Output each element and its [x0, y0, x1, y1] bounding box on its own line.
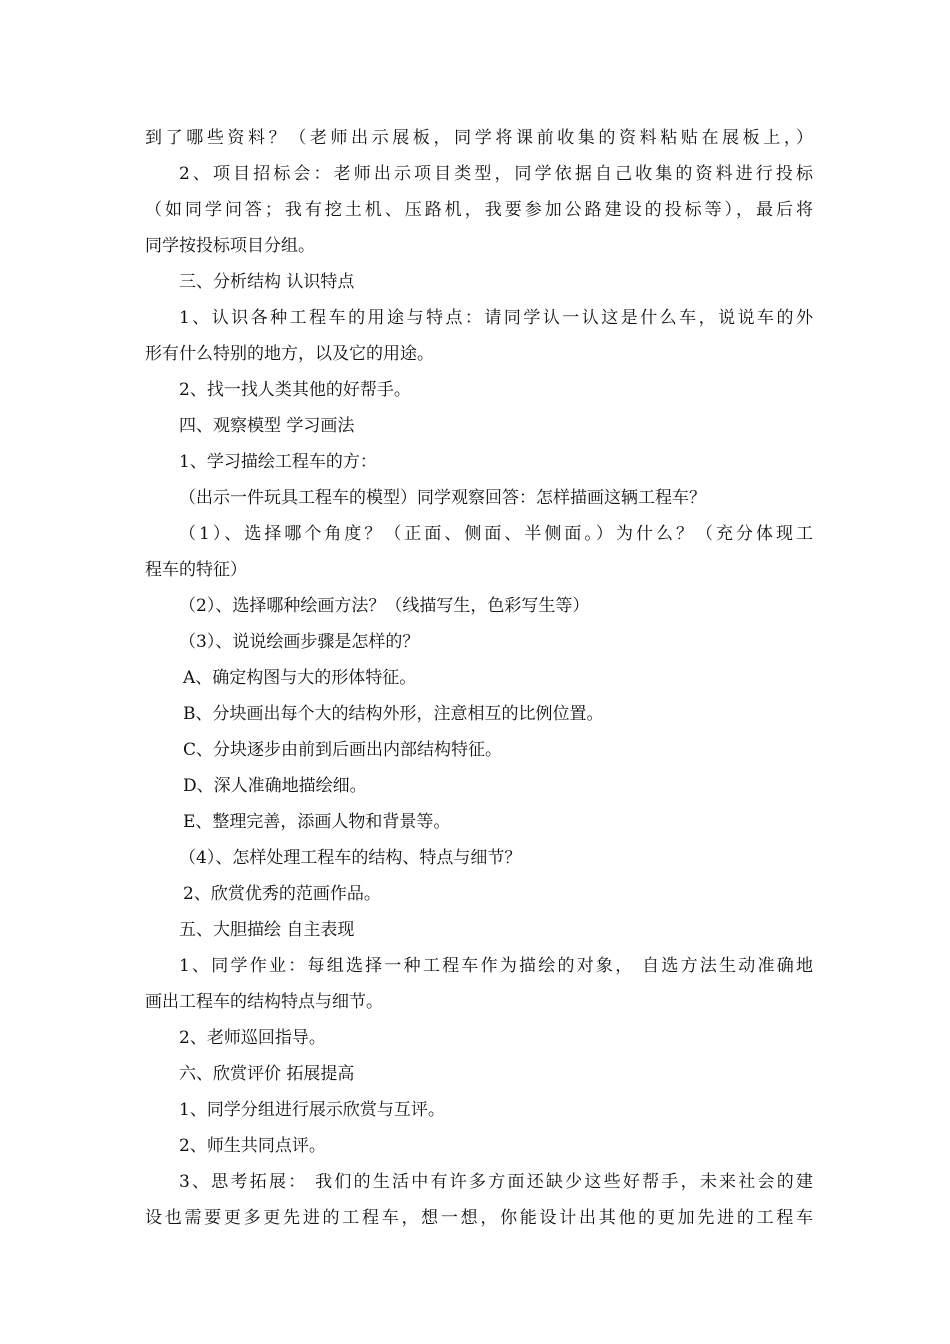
text-line: A、确定构图与大的形体特征。 — [183, 668, 417, 688]
text-line: （1）、选择哪个角度？（正面、侧面、半侧面。）为什么？（充分体现工 — [179, 524, 813, 544]
text-line: 2、找一找人类其他的好帮手。 — [179, 380, 411, 400]
text-line: C、分块逐步由前到后画出内部结构特征。 — [183, 740, 503, 760]
text-line: 1、学习描绘工程车的方： — [179, 452, 377, 472]
text-line: （4）、怎样处理工程车的结构、特点与细节？ — [179, 848, 522, 868]
text-line: 1、认识各种工程车的用途与特点：请同学认一认这是什么车，说说车的外 — [179, 308, 813, 328]
text-line: 1、同学作业：每组选择一种工程车作为描绘的对象， 自选方法生动准确地 — [179, 956, 813, 976]
text-line: 到了哪些资料？（老师出示展板，同学将课前收集的资料粘贴在展板上，） — [145, 128, 813, 148]
text-line: 2、老师巡回指导。 — [179, 1028, 326, 1048]
text-line: 程车的特征） — [145, 560, 247, 580]
section-heading: 五、大胆描绘 自主表现 — [179, 920, 355, 940]
text-line: E、整理完善，添画人物和背景等。 — [183, 812, 451, 832]
text-line: （2）、选择哪种绘画方法？（线描写生，色彩写生等） — [179, 596, 590, 616]
text-line: 同学按投标项目分组。 — [145, 236, 315, 256]
text-line: D、深人准确地描绘细。 — [183, 776, 367, 796]
section-heading: 四、观察模型 学习画法 — [179, 416, 355, 436]
text-line: （出示一件玩具工程车的模型）同学观察回答：怎样描画这辆工程车？ — [179, 488, 706, 508]
text-line: 2、欣赏优秀的范画作品。 — [183, 884, 381, 904]
text-line: 2、师生共同点评。 — [179, 1136, 326, 1156]
text-line: 1、同学分组进行展示欣赏与互评。 — [179, 1100, 445, 1120]
section-heading: 六、欣赏评价 拓展提高 — [179, 1064, 355, 1084]
text-line: 3、思考拓展： 我们的生活中有许多方面还缺少这些好帮手，未来社会的建 — [179, 1172, 813, 1192]
text-line: （如同学问答；我有挖土机、压路机，我要参加公路建设的投标等），最后将 — [145, 200, 813, 220]
text-line: B、分块画出每个大的结构外形，注意相互的比例位置。 — [183, 704, 604, 724]
text-line: 形有什么特别的地方，以及它的用途。 — [145, 344, 434, 364]
section-heading: 三、分析结构 认识特点 — [179, 272, 355, 292]
document-page — [145, 120, 813, 1236]
text-line: 画出工程车的结构特点与细节。 — [145, 992, 383, 1012]
text-line: 2、项目招标会：老师出示项目类型，同学依据自己收集的资料进行投标 — [179, 164, 813, 184]
text-line: （3）、说说绘画步骤是怎样的？ — [179, 632, 420, 652]
text-line: 设也需要更多更先进的工程车，想一想，你能设计出其他的更加先进的工程车 — [145, 1208, 813, 1228]
